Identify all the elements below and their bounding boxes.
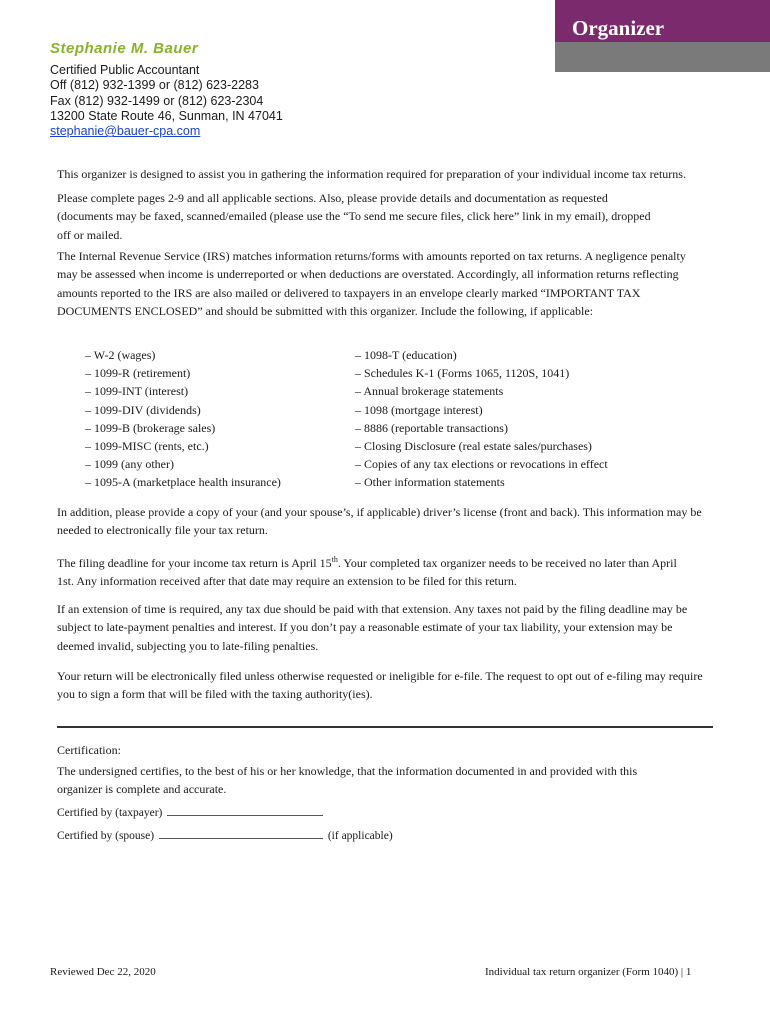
- certification-statement: The undersigned certifies, to the best of his or her knowledge, that the information documented in and provided with this organizer is complete and accurate.: [57, 764, 638, 797]
- list-item: – 1095-A (marketplace health insurance): [85, 475, 281, 490]
- list-item: – 1099 (any other): [85, 457, 174, 472]
- list-item: – W-2 (wages): [85, 348, 156, 362]
- license-paragraph: In addition, please provide a copy of your (and your spouse’s, if applicable) driver’s license (front and back). This information may be needed to electronically file your tax return.: [57, 505, 702, 538]
- list-item: – Annual brokerage statements: [355, 384, 504, 399]
- office-phone: Off (812) 932-1399 or (812) 623-2283: [50, 78, 259, 93]
- footer-review-date: Reviewed Dec 22, 2020: [50, 966, 156, 978]
- list-item: – Schedules K-1 (Forms 1065, 1120S, 1041): [355, 366, 570, 381]
- list-item: – 1099-INT (interest): [85, 384, 189, 399]
- certification-heading: Certification:: [57, 743, 121, 757]
- deadline-text-start: The filing deadline for your income tax return is April 15: [57, 556, 332, 570]
- documents-list-left: [85, 346, 281, 492]
- email-link[interactable]: stephanie@bauer-cpa.com: [50, 124, 201, 139]
- taxpayer-signature-row: [57, 803, 722, 822]
- firm-header: [50, 40, 283, 139]
- extension-paragraph: If an extension of time is required, any tax due should be paid with that extension. Any taxes not paid by the filing deadline may be subject to late-payment penalties and interest. If you don’t pay a reasonable estimate of your tax liability, your extension may be deemed invalid, subjecting you to late-filing penalties.: [57, 602, 688, 653]
- intro-paragraph-2: Please complete pages 2-9 and all applicable sections. Also, please provide details and documentation as requested (documents may be faxed, scanned/emailed (please use the “To send me secure files, click here” link in my email), dropped off or mailed.: [57, 191, 651, 242]
- taxpayer-signature-field[interactable]: [167, 803, 323, 816]
- list-item: – 1098-T (education): [355, 348, 457, 362]
- list-item: – 8886 (reportable transactions): [355, 420, 508, 435]
- spouse-signature-field[interactable]: [159, 826, 323, 839]
- efile-paragraph: Your return will be electronically filed unless otherwise requested or ineligible for e-file. The request to opt out of e-filing may require you to sign a form that will be filed with the taxing authority(ies).: [57, 669, 703, 702]
- list-item: – 1099-B (brokerage sales): [85, 420, 216, 435]
- firm-title: Certified Public Accountant: [50, 63, 200, 77]
- firm-address: 13200 State Route 46, Sunman, IN 47041: [50, 108, 283, 123]
- banner-title: Organizer: [555, 0, 770, 42]
- fax-number: Fax (812) 932-1499 or (812) 623-2304: [50, 93, 264, 108]
- list-item: – 1099-DIV (dividends): [85, 402, 201, 417]
- deadline-text-end: . Your completed tax organizer needs to be received no later than April 1st. Any information received after that date may require an extension to be filed for this return.: [57, 556, 677, 589]
- banner-grey-bar: [555, 42, 770, 72]
- spouse-applicable-note: (if applicable): [327, 830, 393, 842]
- firm-name: Stephanie M. Bauer: [50, 40, 199, 57]
- intro-paragraph-1: This organizer is designed to assist you in gathering the information required for preparation of your individual income tax returns.: [57, 167, 686, 181]
- spouse-signature-row: [57, 826, 722, 845]
- footer-page-label: Individual tax return organizer (Form 1040) | 1: [485, 966, 692, 978]
- taxpayer-label: Certified by (taxpayer): [57, 807, 163, 819]
- intro-paragraph-3: The Internal Revenue Service (IRS) matches information returns/forms with amounts reported on tax returns. A negligence penalty may be assessed when income is underreported or when deductions are overstated. Accordingly, all information returns reflecting amounts reported to the IRS are also mailed or delivered to taxpayers in an envelope clearly marked “IMPORTANT TAX DOCUMENTS ENCLOSED” and should be submitted with this organizer. Include the following, if applicable:: [57, 249, 686, 319]
- list-item: – 1098 (mortgage interest): [355, 402, 483, 417]
- list-item: – 1099-MISC (rents, etc.): [85, 439, 209, 454]
- list-item: – Copies of any tax elections or revocations in effect: [355, 457, 608, 472]
- section-divider: [57, 726, 713, 728]
- list-item: – 1099-R (retirement): [85, 366, 191, 381]
- deadline-superscript: th: [331, 555, 338, 564]
- organizer-banner: [555, 0, 770, 72]
- list-item: – Closing Disclosure (real estate sales/purchases): [355, 439, 592, 454]
- documents-list-right: [355, 346, 608, 492]
- list-item: – Other information statements: [355, 475, 505, 490]
- spouse-label: Certified by (spouse): [57, 830, 155, 842]
- deadline-paragraph: [57, 551, 677, 591]
